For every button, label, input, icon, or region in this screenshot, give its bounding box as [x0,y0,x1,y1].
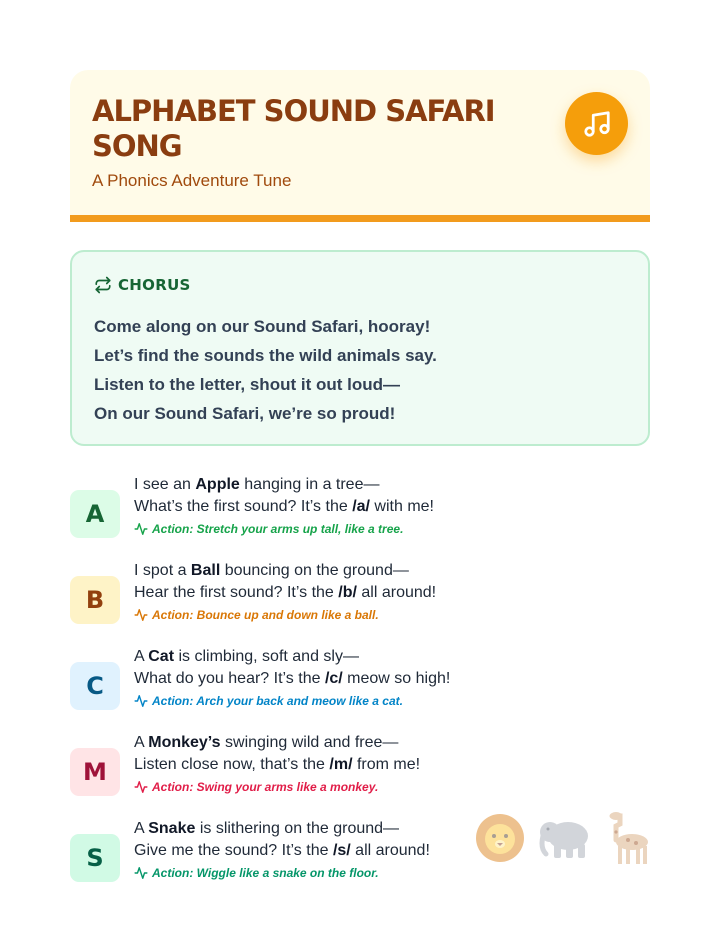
verse-text [134,474,434,536]
verse-line-1: I spot a Ball bouncing on the ground— [134,562,409,579]
verse-text [134,732,420,794]
activity-icon [134,522,148,536]
chorus-line: Let’s find the sounds the wild animals say. [94,346,437,365]
song-header [70,70,650,222]
action-note [134,608,436,622]
verse-m [70,732,490,808]
letter-tile: A [70,490,120,538]
verse-line-2: Hear the first sound? It’s the /b/ all around! [134,584,437,601]
page-title: ALPHABET SOUND SAFARI SONG [92,94,495,163]
action-text: Action: Bounce up and down like a ball. [152,608,379,622]
lion-icon [474,812,526,864]
action-note [134,866,430,880]
letter-tile: S [70,834,120,882]
action-note [134,522,434,536]
activity-icon [134,780,148,794]
chorus-lines [94,312,437,428]
chorus-box [70,250,650,446]
chorus-heading [94,276,191,294]
verse-line-1: A Snake is slithering on the ground— [134,820,400,837]
verse-s [70,818,490,894]
letter-tile: M [70,748,120,796]
verse-text [134,818,430,880]
verse-line-1: A Monkey’s swinging wild and free— [134,734,399,751]
letter-tile: B [70,576,120,624]
activity-icon [134,608,148,622]
giraffe-icon [604,810,652,866]
verse-line-2: Listen close now, that’s the /m/ from me! [134,756,421,773]
letter-tile: C [70,662,120,710]
action-text: Action: Wiggle like a snake on the floor. [152,866,379,880]
music-badge [565,92,628,155]
chorus-line: Come along on our Sound Safari, hooray! [94,317,431,336]
verse-a [70,474,490,550]
action-note [134,780,420,794]
action-note [134,694,450,708]
verse-text [134,560,436,622]
chorus-label: CHORUS [118,276,191,294]
chorus-line: On our Sound Safari, we’re so proud! [94,404,396,423]
verse-line-2: What’s the first sound? It’s the /a/ with me! [134,498,434,515]
verse-line-2: Give me the sound? It’s the /s/ all around! [134,842,430,859]
verse-text [134,646,450,708]
music-note-icon [582,109,612,139]
activity-icon [134,866,148,880]
page-subtitle: A Phonics Adventure Tune [92,171,292,190]
action-text: Action: Arch your back and meow like a cat. [152,694,403,708]
action-text: Action: Swing your arms like a monkey. [152,780,379,794]
verse-line-1: I see an Apple hanging in a tree— [134,476,380,493]
action-text: Action: Stretch your arms up tall, like a tree. [152,522,404,536]
activity-icon [134,694,148,708]
verse-b [70,560,490,636]
verse-c [70,646,490,722]
animal-decorations [474,808,654,868]
verse-line-1: A Cat is climbing, soft and sly— [134,648,359,665]
verse-line-2: What do you hear? It’s the /c/ meow so high! [134,670,451,687]
elephant-icon [538,814,592,862]
repeat-icon [94,276,112,294]
chorus-line: Listen to the letter, shout it out loud— [94,375,400,394]
